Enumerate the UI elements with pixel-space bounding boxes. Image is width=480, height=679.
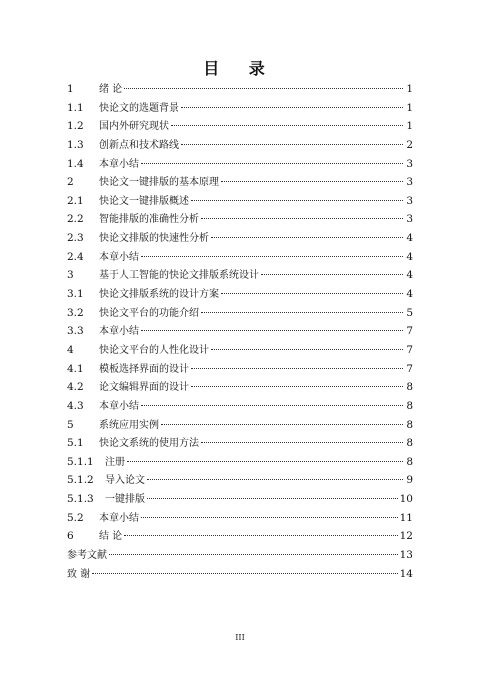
toc-entry-number: 2	[67, 176, 74, 189]
toc-entry-label: 国内外研究现状	[99, 121, 169, 133]
toc-entry-page: 2	[406, 138, 413, 151]
toc-entry-page: 4	[406, 288, 413, 301]
toc-entry-label: 快论文排版系统的设计方案	[99, 289, 219, 301]
toc-entry-label: 结 论	[99, 531, 123, 543]
toc-entry[interactable]	[67, 304, 413, 323]
toc-dot-leader	[141, 405, 403, 406]
toc-dot-leader	[141, 330, 403, 331]
toc-entry-label: 论文编辑界面的设计	[99, 382, 189, 394]
toc-entry-label: 快论文平台的功能介绍	[99, 307, 199, 319]
toc-dot-leader	[181, 144, 403, 145]
toc-entry-page: 3	[406, 176, 413, 189]
toc-entry-number: 6	[67, 530, 74, 543]
toc-entry-number: 2.4	[67, 250, 84, 263]
toc-entry-page: 8	[406, 399, 413, 412]
toc-entry[interactable]	[67, 266, 413, 285]
toc-dot-leader	[181, 107, 403, 108]
toc-entry-number: 3.1	[67, 288, 84, 301]
toc-entry-number: 3.3	[67, 325, 84, 338]
toc-entry[interactable]	[67, 229, 413, 248]
toc-entry-label: 快论文一键排版概述	[99, 195, 189, 207]
toc-entry[interactable]	[67, 99, 413, 118]
toc-entry[interactable]	[67, 416, 413, 435]
toc-entry-label: 快论文系统的使用方法	[99, 438, 199, 450]
toc-dot-leader	[221, 293, 403, 294]
toc-entry-number: 5.1.2	[67, 474, 94, 487]
toc-entry-label: 基于人工智能的快论文排版系统设计	[99, 270, 259, 282]
toc-entry-number: 5.1.3	[67, 493, 94, 506]
toc-entry-number: 5.2	[67, 511, 84, 524]
toc-entry-label: 一键排版	[105, 494, 145, 506]
toc-dot-leader	[141, 517, 398, 518]
toc-dot-leader	[141, 163, 403, 164]
toc-entry-label: 创新点和技术路线	[99, 139, 179, 151]
toc-entry-page: 7	[406, 325, 413, 338]
footer-page-number: III	[235, 633, 245, 642]
toc-entry-number: 2.1	[67, 194, 84, 207]
toc-entry[interactable]	[67, 248, 413, 267]
toc-entry-number: 2.3	[67, 232, 84, 245]
toc-dot-leader	[124, 88, 403, 89]
toc-entry-label: 快论文的选题背景	[99, 102, 179, 114]
toc-entry-label: 快论文排版的快速性分析	[99, 233, 209, 245]
toc-entry-number: 1	[67, 83, 74, 95]
toc-dot-leader	[211, 237, 403, 238]
toc-dot-leader	[141, 256, 403, 257]
toc-entry-page: 8	[406, 418, 413, 431]
toc-dot-leader	[211, 349, 403, 350]
toc-entry-number: 1.1	[67, 101, 84, 114]
toc-entry[interactable]	[67, 80, 413, 99]
toc-entry[interactable]	[67, 117, 413, 136]
toc-entry[interactable]	[67, 378, 413, 397]
toc-entry[interactable]	[67, 210, 413, 229]
toc-entry-number: 2.2	[67, 213, 84, 226]
toc-dot-leader	[191, 386, 403, 387]
toc-entry[interactable]	[67, 546, 413, 565]
toc-dot-leader	[201, 218, 403, 219]
toc-dot-leader	[191, 200, 403, 201]
toc-entry-page: 8	[406, 381, 413, 394]
toc-entry-number: 5.1	[67, 437, 84, 450]
toc-entry-label: 导入论文	[105, 475, 145, 487]
toc-entry[interactable]	[67, 360, 413, 379]
toc-entry-page: 8	[406, 455, 413, 468]
toc-entry-label: 智能排版的准确性分析	[99, 214, 199, 226]
toc-entry-number: 4.3	[67, 399, 84, 412]
toc-entry-label: 注册	[105, 456, 125, 468]
toc-entry-page: 14	[399, 567, 413, 580]
toc-entry-label: 快论文一键排版的基本原理	[99, 177, 219, 189]
toc-dot-leader	[147, 479, 403, 480]
toc-entry-number: 3.2	[67, 306, 84, 319]
toc-dot-leader	[201, 442, 403, 443]
toc-entry[interactable]	[67, 397, 413, 416]
toc-dot-leader	[124, 535, 397, 536]
toc-entry[interactable]	[67, 527, 413, 546]
toc-entry-number: 1.4	[67, 157, 84, 170]
toc-entry-page: 1	[406, 101, 413, 114]
toc-entry-page: 12	[399, 530, 413, 543]
toc-entry[interactable]	[67, 434, 413, 453]
toc-entry-label: 本章小结	[99, 326, 139, 338]
toc-entry[interactable]	[67, 155, 413, 174]
toc-entry-page: 3	[406, 157, 413, 170]
toc-entry-page: 7	[406, 343, 413, 356]
toc-entry-number: 4.1	[67, 362, 84, 375]
toc-entry-page: 3	[406, 194, 413, 207]
toc-entry-page: 13	[399, 549, 413, 562]
toc-entry-page: 5	[406, 306, 413, 319]
toc-entry[interactable]	[67, 173, 413, 192]
toc-entry[interactable]	[67, 136, 413, 155]
toc-dot-leader	[161, 424, 403, 425]
toc-entry-number: 3	[67, 269, 74, 282]
toc-entry-number: 4	[67, 343, 74, 356]
toc-dot-leader	[92, 573, 397, 574]
toc-dot-leader	[171, 125, 403, 126]
toc-entry-page: 4	[406, 232, 413, 245]
toc-entry[interactable]	[67, 471, 413, 490]
toc-entry-label: 模板选择界面的设计	[99, 363, 189, 375]
toc-dot-leader	[127, 461, 403, 462]
toc-title: 目 录	[203, 59, 277, 78]
toc-entry-number: 4.2	[67, 381, 84, 394]
toc-dot-leader	[147, 498, 398, 499]
toc-entry[interactable]	[67, 565, 413, 584]
toc-entry-label: 系统应用实例	[99, 419, 159, 431]
toc-entry-label: 本章小结	[99, 400, 139, 412]
toc-dot-leader	[201, 312, 403, 313]
toc-entry-page: 11	[399, 511, 413, 524]
toc-dot-leader	[109, 554, 398, 555]
toc-entry-number: 5.1.1	[67, 455, 94, 468]
toc-entry[interactable]	[67, 192, 413, 211]
toc-entry-page: 1	[406, 83, 413, 95]
toc-dot-leader	[221, 181, 403, 182]
toc-entry[interactable]	[67, 453, 413, 472]
toc-entry-label: 致 谢	[67, 568, 91, 580]
toc-entry-label: 本章小结	[99, 158, 139, 170]
toc-entry[interactable]	[67, 341, 413, 360]
toc-entry-page: 1	[406, 120, 413, 133]
toc-dot-leader	[261, 274, 403, 275]
toc-entry-page: 7	[406, 362, 413, 375]
toc-entry-page: 3	[406, 213, 413, 226]
toc-entry-number: 1.2	[67, 120, 84, 133]
toc-entry[interactable]	[67, 509, 413, 528]
toc-entry-page: 9	[406, 474, 413, 487]
toc-entry-page: 4	[406, 269, 413, 282]
toc-entry[interactable]	[67, 490, 413, 509]
toc-entry-number: 1.3	[67, 138, 84, 151]
toc-entry-label: 快论文平台的人性化设计	[99, 344, 209, 356]
toc-dot-leader	[191, 368, 403, 369]
toc-entry-label: 参考文献	[67, 550, 107, 562]
toc-entry-number: 5	[67, 418, 74, 431]
toc-entry-page: 4	[406, 250, 413, 263]
toc-entry[interactable]	[67, 322, 413, 341]
table-of-contents	[67, 80, 413, 583]
toc-entry-label: 本章小结	[99, 251, 139, 263]
toc-entry-label: 绪 论	[99, 84, 123, 95]
toc-entry-label: 本章小结	[99, 512, 139, 524]
toc-entry-page: 8	[406, 437, 413, 450]
toc-entry-page: 10	[399, 493, 413, 506]
toc-entry[interactable]	[67, 285, 413, 304]
